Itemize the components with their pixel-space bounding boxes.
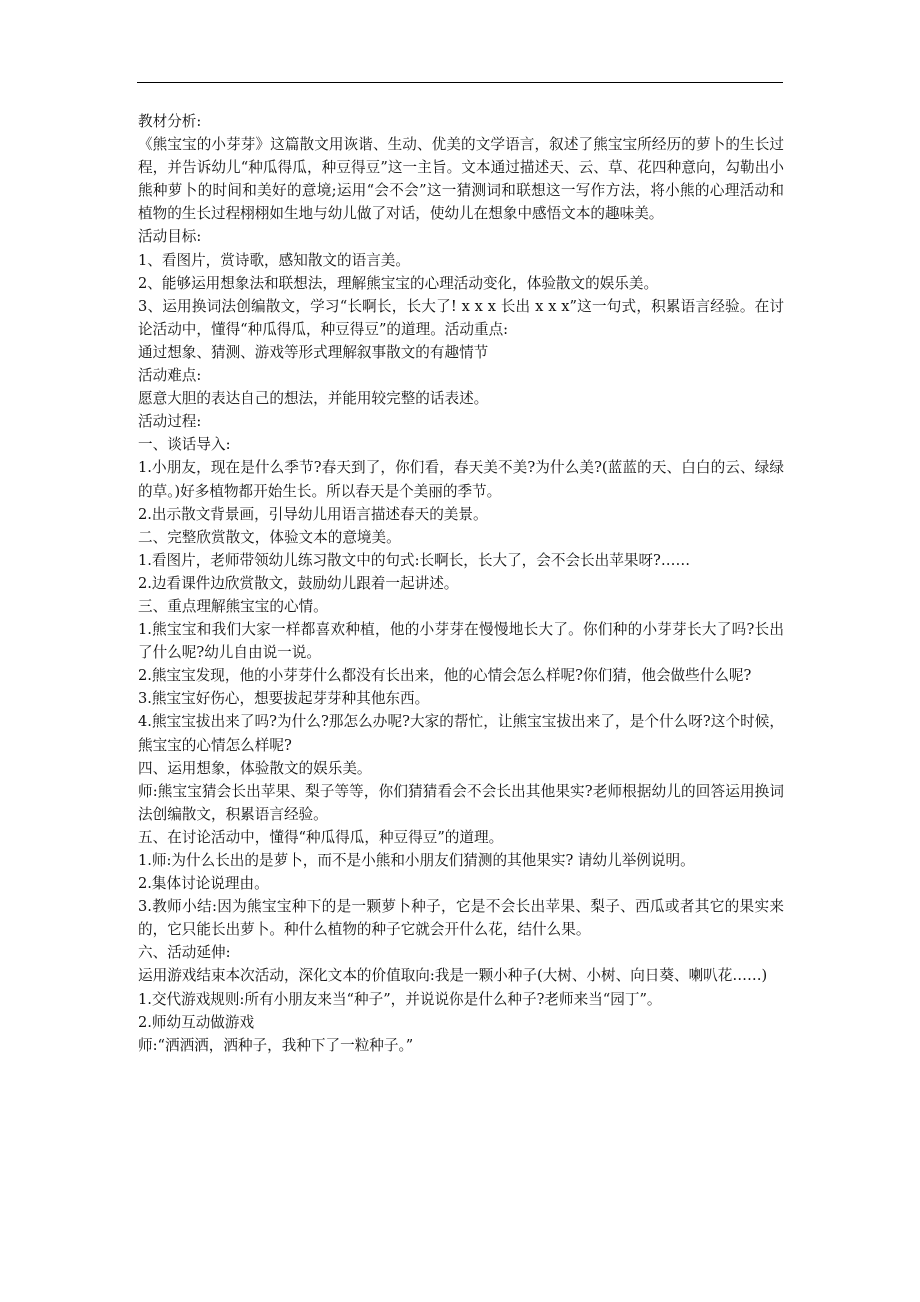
paragraph: 1.小朋友，现在是什么季节?春天到了，你们看，春天美不美?为什么美?(蓝蓝的天、白白的云、绿绿的草。)好多植物都开始生长。所以春天是个美丽的季节。: [138, 459, 784, 500]
paragraph: 四、运用想象，体验散文的娱乐美。: [138, 759, 372, 777]
paragraph: 愿意大胆的表达自己的想法，并能用较完整的话表述。: [138, 390, 489, 408]
paragraph: 六、活动延伸:: [138, 944, 231, 962]
paragraph: 运用游戏结束本次活动，深化文本的价值取向:我是一颗小种子(大树、小树、向日葵、喇叭花……): [138, 967, 768, 985]
paragraph: 3、运用换词法创编散文，学习“长啊长，长大了! x x x 长出 x x x”这一句式，积累语言经验。在讨论活动中，懂得“种瓜得瓜，种豆得豆”的道理。活动重点:: [138, 297, 784, 338]
paragraph: 二、完整欣赏散文，体验文本的意境美。: [138, 528, 401, 546]
paragraph: 《熊宝宝的小芽芽》这篇散文用诙谐、生动、优美的文学语言，叙述了熊宝宝所经历的萝卜的生长过程，并告诉幼儿“种瓜得瓜，种豆得豆”这一主旨。文本通过描述天、云、草、花四种意向，勾勒出小熊种萝卜的时间和美好的意境;运用“会不会”这一猜测词和联想这一写作方法，将小熊的心理活动和植物的生长过程栩栩如生地与幼儿做了对话，使幼儿在想象中感悟文本的趣味美。: [138, 136, 784, 223]
paragraph: 活动目标:: [138, 228, 202, 246]
paragraph: 活动过程:: [138, 413, 202, 431]
paragraph: 活动难点:: [138, 367, 202, 385]
document-body: [138, 110, 784, 1057]
paragraph: 2.师幼互动做游戏: [138, 1013, 255, 1031]
paragraph: 3.熊宝宝好伤心，想要拔起芽芽种其他东西。: [138, 690, 430, 708]
paragraph: 1、看图片，赏诗歌，感知散文的语言美。: [138, 251, 410, 269]
paragraph: 师:熊宝宝猜会长出苹果、梨子等等，你们猜猜看会不会长出其他果实?老师根据幼儿的回答运用换词法创编散文，积累语言经验。: [138, 782, 784, 823]
paragraph: 师:“洒洒洒，洒种子，我种下了一粒种子。”: [138, 1036, 414, 1054]
paragraph: 2.出示散文背景画，引导幼儿用语言描述春天的美景。: [138, 505, 488, 523]
paragraph: 2.边看课件边欣赏散文，鼓励幼儿跟着一起讲述。: [138, 574, 459, 592]
paragraph: 1.师:为什么长出的是萝卜，而不是小熊和小朋友们猜测的其他果实? 请幼儿举例说明。: [138, 852, 695, 869]
paragraph: 通过想象、猜测、游戏等形式理解叙事散文的有趣情节: [138, 343, 489, 361]
paragraph: 4.熊宝宝拔出来了吗?为什么?那怎么办呢?大家的帮忙，让熊宝宝拔出来了，是个什么呀?这个时候，熊宝宝的心情怎么样呢?: [138, 713, 784, 754]
paragraph: 2、能够运用想象法和联想法，理解熊宝宝的心理活动变化，体验散文的娱乐美。: [138, 274, 659, 292]
paragraph: 1.交代游戏规则:所有小朋友来当“种子”，并说说你是什么种子?老师来当“园丁”。: [138, 990, 662, 1008]
paragraph: 3.教师小结:因为熊宝宝种下的是一颗萝卜种子，它是不会长出苹果、梨子、西瓜或者其它的果实来的，它只能长出萝卜。种什么植物的种子它就会开什么花，结什么果。: [138, 898, 784, 939]
paragraph: 教材分析:: [138, 113, 202, 130]
paragraph: 2.集体讨论说理由。: [138, 875, 269, 893]
paragraph: 1.看图片，老师带领幼儿练习散文中的句式:长啊长，长大了，会不会长出苹果呀?……: [138, 551, 691, 569]
paragraph: 1.熊宝宝和我们大家一样都喜欢种植，他的小芽芽在慢慢地长大了。你们种的小芽芽长大了吗?长出了什么呢?幼儿自由说一说。: [138, 621, 784, 662]
paragraph: 五、在讨论活动中，懂得“种瓜得瓜，种豆得豆”的道理。: [138, 828, 504, 846]
header-rule: [137, 82, 783, 83]
paragraph: 三、重点理解熊宝宝的心情。: [138, 597, 328, 615]
paragraph: 2.熊宝宝发现，他的小芽芽什么都没有长出来，他的心情会怎么样呢?你们猜，他会做些什么呢?: [138, 667, 752, 685]
paragraph: 一、谈话导入:: [138, 436, 231, 454]
